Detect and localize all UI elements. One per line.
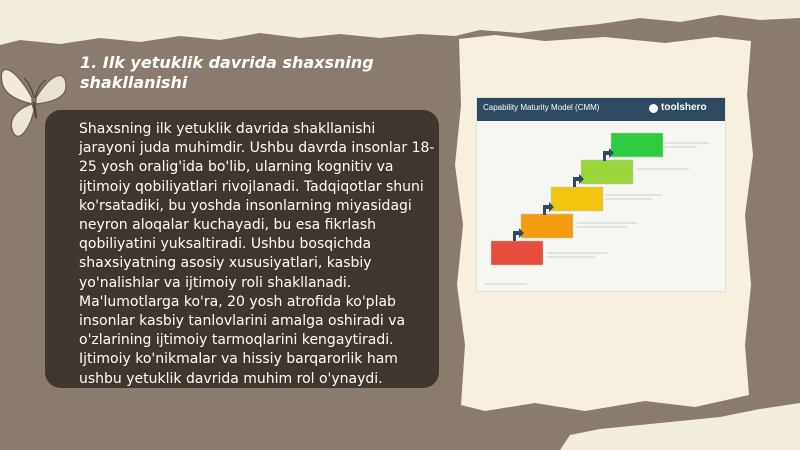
slide-title: 1. Ilk yetuklik davrida shaxsning shakllanishi xyxy=(80,53,374,92)
figure-header xyxy=(477,98,725,121)
cmm-staircase xyxy=(477,121,725,291)
toolshero-logo-icon xyxy=(649,104,658,113)
cmm-level-5 xyxy=(611,133,663,157)
cmm-level-2 xyxy=(521,214,573,238)
figure-title: Capability Maturity Model (CMM) xyxy=(483,103,600,112)
cmm-level-3 xyxy=(551,187,603,211)
slide-body-text: Shaxsning ilk yetuklik davrida shakllanishi jarayoni juda muhimdir. Ushbu davrda insonlar 18-25 yosh oralig'ida bo'lib, ularning kognitiv va ijtimoiy qobiliyatlari rivojlanadi. Tadqiqotlar shuni ko'rsatadiki, bu yoshda insonlarning miyasidagi neyron aloqalar kuchayadi, bu esa fikrlash qobiliyatini yuksaltiradi. Ushbu bosqichda shaxsiyatning asosiy xususiyatlari, kasbiy yo'nalishlar va ijtimoiy roli shakllanadi. Ma'lumotlarga ko'ra, 20 yosh atrofida ko'plab insonlar kasbiy tanlovlarini amalga oshiradi va o'zlarining ijtimoiy tarmoqlarini kengaytiradi. Ijtimoiy ko'nikmalar va hissiy barqarorlik ham ushbu yetuklik davrida muhim rol o'ynaydi. xyxy=(79,121,435,387)
figure-brand: toolshero xyxy=(661,102,707,113)
cmm-level-1 xyxy=(491,241,543,265)
cmm-level-4 xyxy=(581,160,633,184)
cmm-figure xyxy=(476,97,726,292)
